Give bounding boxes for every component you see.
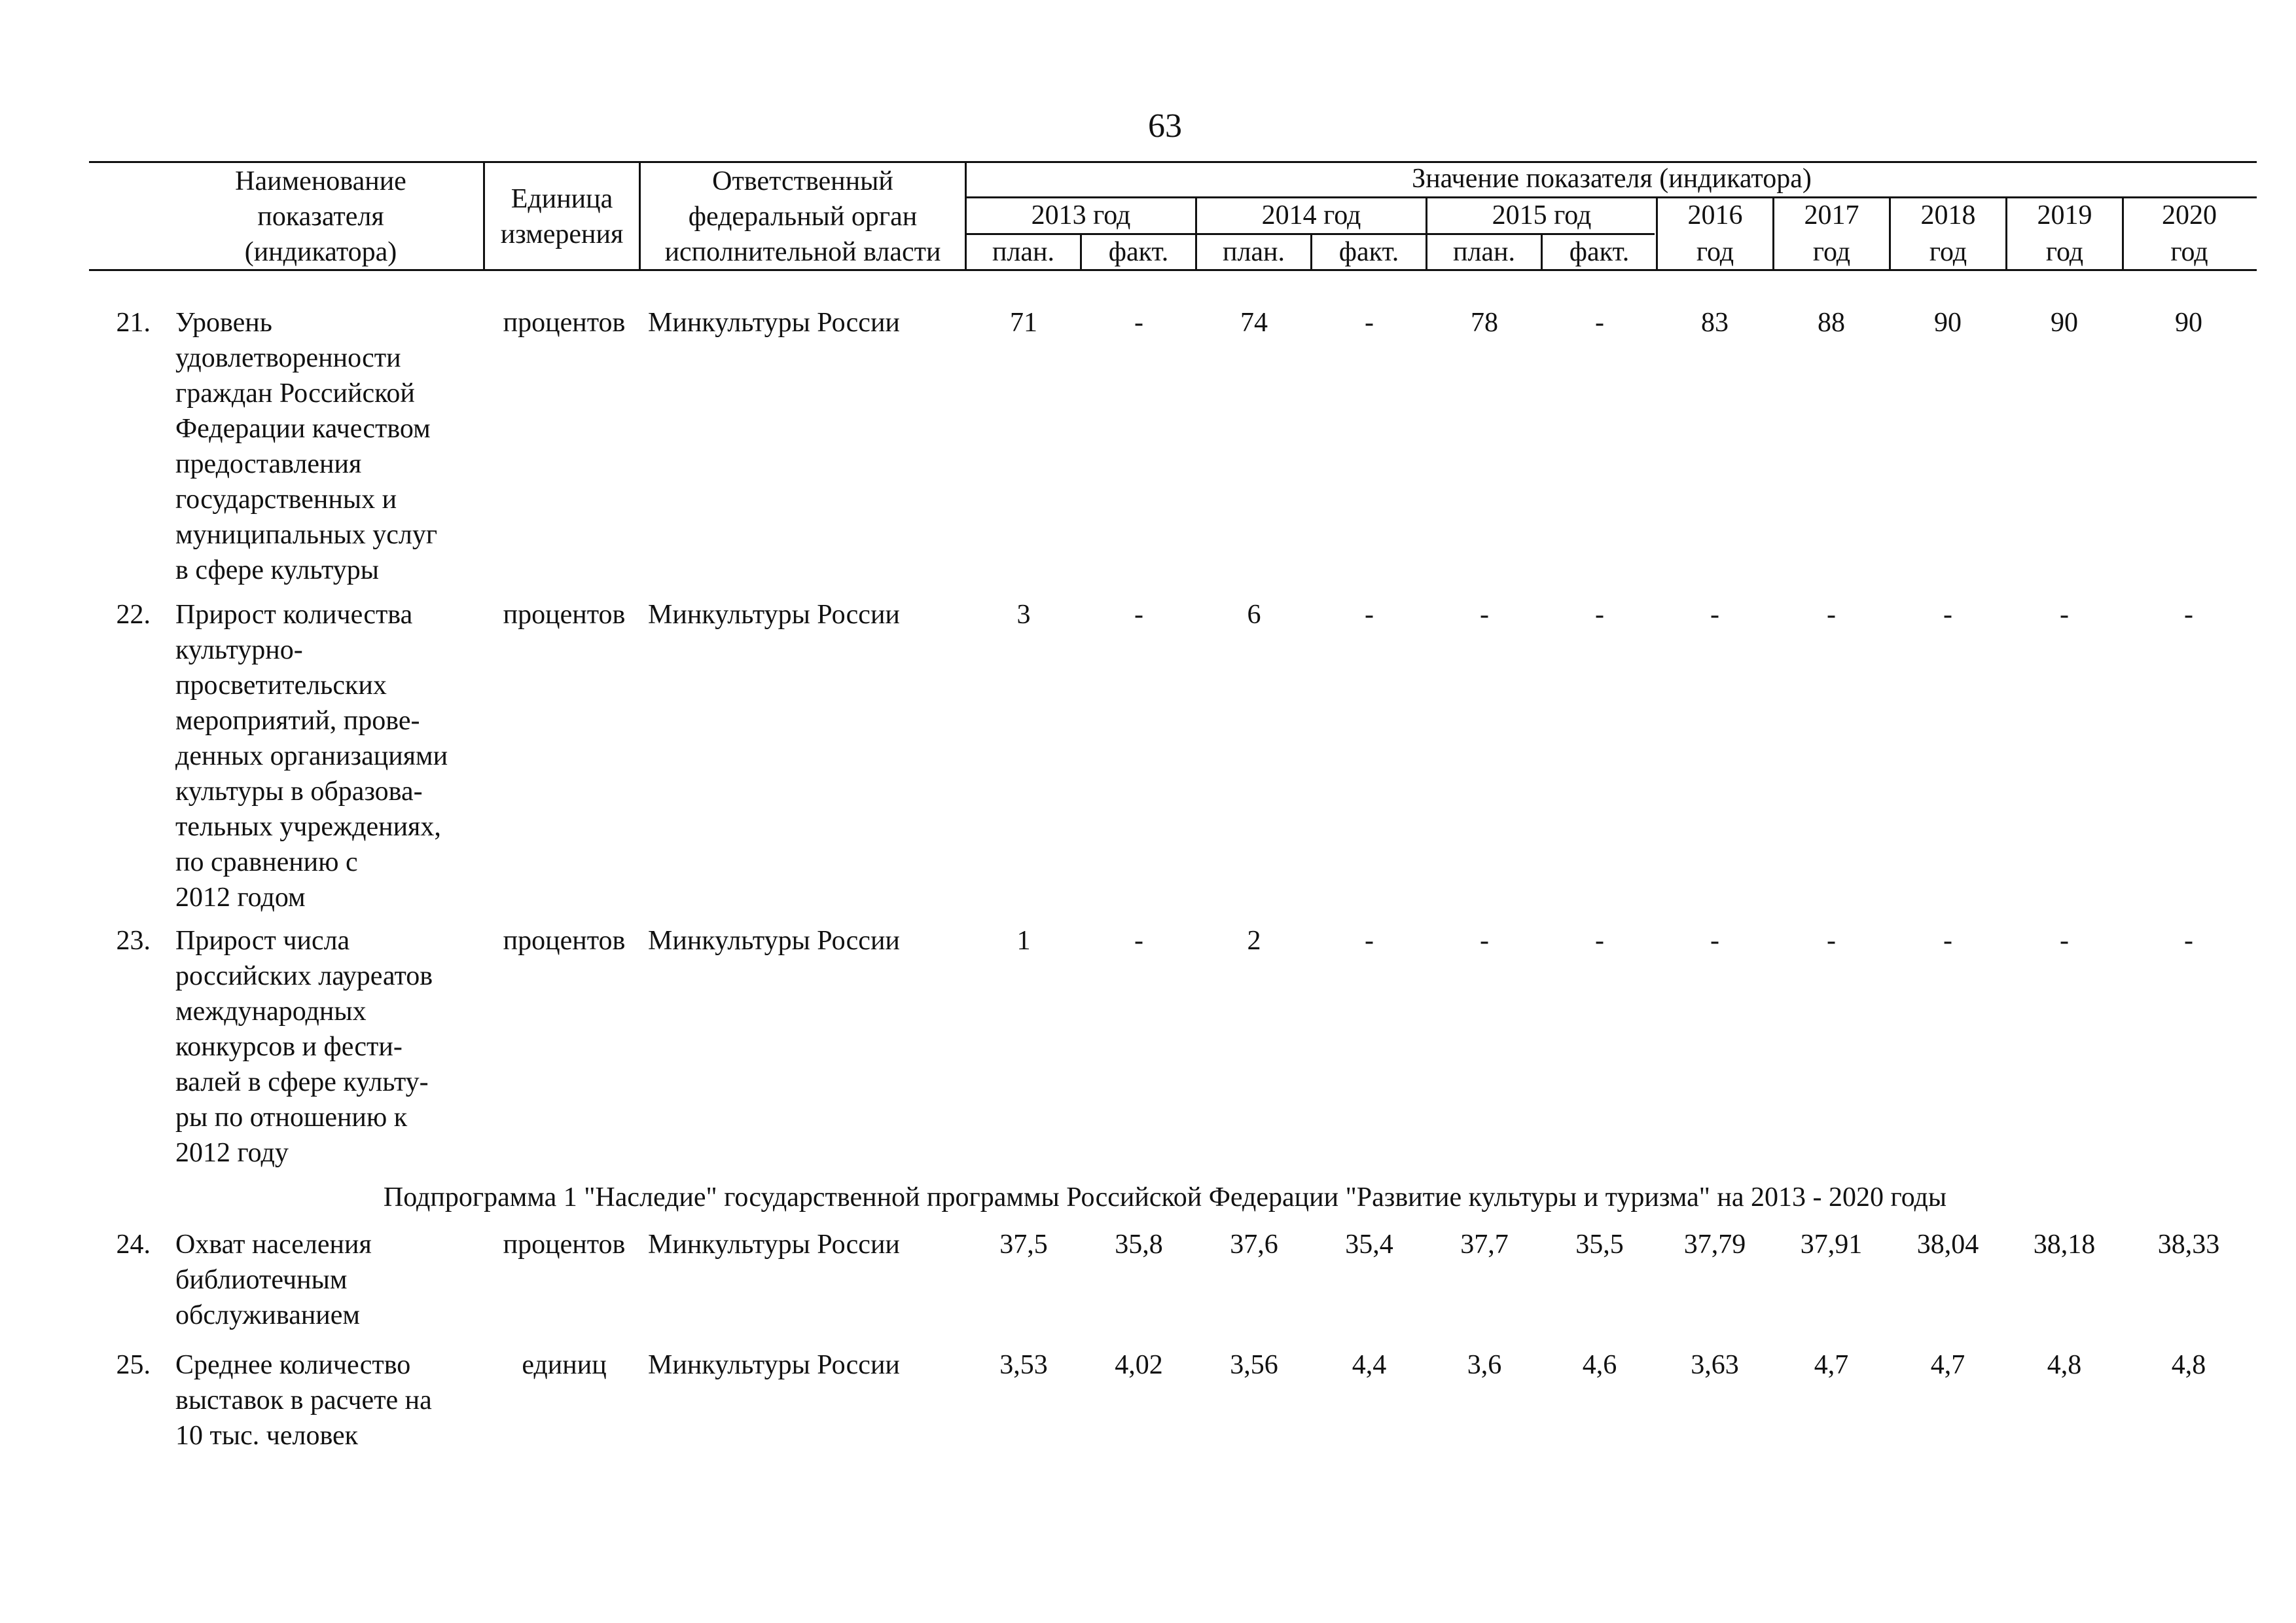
row-number: 25. [116, 1350, 151, 1380]
value-cell: 35,5 [1575, 1230, 1624, 1260]
unit-cell: единиц [522, 1350, 607, 1380]
value-cell: - [1365, 308, 1374, 338]
header-plan: план. [992, 237, 1055, 267]
indicator-name-line: международных [175, 996, 367, 1027]
unit-cell: процентов [503, 308, 626, 338]
value-cell: 38,18 [2033, 1230, 2096, 1260]
value-cell: - [1134, 926, 1143, 956]
header-year-2020: 2020 [2162, 200, 2217, 230]
indicator-name-line: удовлетворенности [175, 343, 401, 373]
indicator-name-line: Уровень [175, 308, 272, 338]
value-cell: 37,7 [1460, 1230, 1509, 1260]
agency-cell: Минкультуры России [648, 1230, 900, 1260]
value-cell: 37,79 [1683, 1230, 1746, 1260]
header-value-group: Значение показателя (индикатора) [1412, 164, 1812, 194]
value-cell: - [1595, 926, 1604, 956]
indicator-name [175, 597, 483, 915]
header-name-line-2: показателя [257, 202, 384, 232]
value-cell: - [2184, 926, 2193, 956]
indicator-name-line: конкурсов и фести- [175, 1032, 403, 1062]
value-cell: 74 [1240, 308, 1268, 338]
value-cell: - [1827, 926, 1836, 956]
value-cell: - [1710, 926, 1719, 956]
indicator-name-line: в сфере культуры [175, 555, 379, 585]
header-god: год [1812, 237, 1851, 267]
value-cell: - [1710, 600, 1719, 630]
indicator-name-line: выставок в расчете на [175, 1385, 432, 1415]
header-year-2013: 2013 год [1031, 200, 1131, 230]
header-god: год [2170, 237, 2208, 267]
value-cell: - [1365, 926, 1374, 956]
header-fact: факт. [1569, 237, 1630, 267]
agency-cell: Минкультуры России [648, 308, 900, 338]
indicator-name-line: культуры в образова- [175, 776, 423, 807]
value-cell: 37,91 [1800, 1230, 1863, 1260]
value-cell: - [1943, 926, 1952, 956]
unit-cell: процентов [503, 926, 626, 956]
subprogram-title: Подпрограмма 1 "Наследие" государственной программы Российской Федерации "Развитие культуры и туризма" на 2013 - 2020 годы [383, 1182, 1947, 1213]
row-number: 21. [116, 308, 151, 338]
agency-cell: Минкультуры России [648, 926, 900, 956]
value-cell: 3 [1016, 600, 1031, 630]
page-number: 63 [1148, 107, 1182, 145]
value-cell: 4,7 [1930, 1350, 1965, 1380]
header-god: год [1696, 237, 1734, 267]
value-cell: 37,5 [999, 1230, 1048, 1260]
header-year-2019: 2019 [2037, 200, 2092, 230]
indicator-name-line: тельных учреждениях, [175, 812, 441, 842]
value-cell: 2 [1247, 926, 1261, 956]
value-cell: - [1827, 600, 1836, 630]
value-cell: - [1134, 308, 1143, 338]
value-cell: 3,63 [1691, 1350, 1739, 1380]
value-cell: 3,53 [999, 1350, 1048, 1380]
value-cell: 4,4 [1352, 1350, 1387, 1380]
indicator-name-line: предоставления [175, 449, 362, 479]
row-number: 23. [116, 926, 151, 956]
header-god: год [1929, 237, 1967, 267]
value-cell: 90 [1934, 308, 1962, 338]
indicator-name-line: Среднее количество [175, 1350, 411, 1380]
value-cell: - [1365, 600, 1374, 630]
value-cell: - [1943, 600, 1952, 630]
value-cell: 38,33 [2157, 1230, 2220, 1260]
indicator-name-line: по сравнению с [175, 847, 358, 877]
agency-cell: Минкультуры России [648, 600, 900, 630]
value-cell: - [1480, 926, 1489, 956]
value-cell: - [1595, 308, 1604, 338]
indicator-name-line: просветительских [175, 670, 387, 701]
value-cell: - [2060, 926, 2069, 956]
indicator-name-line: 2012 году [175, 1138, 289, 1168]
indicator-name-line: денных организациями [175, 741, 448, 771]
indicator-name-line: Прирост количества [175, 600, 413, 630]
header-year-2016: 2016 [1687, 200, 1743, 230]
value-cell: 4,6 [1582, 1350, 1617, 1380]
indicator-name-line: ры по отношению к [175, 1103, 408, 1133]
header-name-line-3: (индикатора) [244, 237, 397, 267]
value-cell: - [2060, 600, 2069, 630]
indicator-name-line: библиотечным [175, 1265, 348, 1295]
unit-cell: процентов [503, 600, 626, 630]
indicator-name-line: культурно- [175, 635, 303, 665]
value-cell: 71 [1010, 308, 1037, 338]
row-number: 24. [116, 1230, 151, 1260]
header-agency-line-2: федеральный орган [688, 202, 918, 232]
header-plan: план. [1222, 237, 1285, 267]
value-cell: - [1480, 600, 1489, 630]
header-unit-line-1: Единица [511, 184, 613, 214]
indicator-name-line: граждан Российской [175, 378, 415, 409]
value-cell: 88 [1818, 308, 1845, 338]
indicator-name-line: 2012 годом [175, 883, 306, 913]
header-year-2015: 2015 год [1492, 200, 1592, 230]
indicator-name-line: Федерации качеством [175, 414, 431, 444]
header-unit-line-2: измерения [500, 219, 624, 249]
value-cell: 3,6 [1467, 1350, 1502, 1380]
header-fact: факт. [1338, 237, 1399, 267]
header-year-2014: 2014 год [1261, 200, 1361, 230]
indicator-name-line: Охват населения [175, 1230, 372, 1260]
header-god: год [2045, 237, 2084, 267]
indicator-name [175, 305, 483, 588]
value-cell: 35,8 [1115, 1230, 1163, 1260]
value-cell: 4,7 [1814, 1350, 1849, 1380]
value-cell: 90 [2175, 308, 2202, 338]
header-name-line-1: Наименование [235, 166, 406, 196]
value-cell: 83 [1701, 308, 1729, 338]
indicator-name [175, 923, 483, 1171]
unit-cell: процентов [503, 1230, 626, 1260]
indicator-name-line: российских лауреатов [175, 961, 433, 991]
indicator-name [175, 1227, 483, 1333]
header-year-2017: 2017 [1804, 200, 1859, 230]
value-cell: 37,6 [1230, 1230, 1278, 1260]
indicator-name-line: государственных и [175, 484, 397, 515]
value-cell: - [1134, 600, 1143, 630]
header-plan: план. [1452, 237, 1516, 267]
indicator-name [175, 1347, 483, 1453]
indicator-name-line: обслуживанием [175, 1300, 361, 1330]
header-year-2018: 2018 [1920, 200, 1976, 230]
row-number: 22. [116, 600, 151, 630]
value-cell: 4,02 [1115, 1350, 1163, 1380]
value-cell: 4,8 [2171, 1350, 2206, 1380]
value-cell: 1 [1016, 926, 1031, 956]
value-cell: 35,4 [1345, 1230, 1393, 1260]
indicator-name-line: 10 тыс. человек [175, 1421, 359, 1451]
header-fact: факт. [1108, 237, 1169, 267]
indicator-name-line: муниципальных услуг [175, 520, 438, 550]
value-cell: 4,8 [2047, 1350, 2082, 1380]
value-cell: 3,56 [1230, 1350, 1278, 1380]
header-agency-line-1: Ответственный [712, 166, 893, 196]
agency-cell: Минкультуры России [648, 1350, 900, 1380]
value-cell: 38,04 [1916, 1230, 1979, 1260]
indicator-name-line: Прирост числа [175, 926, 350, 956]
indicator-name-line: валей в сфере культу- [175, 1067, 429, 1097]
value-cell: 90 [2051, 308, 2078, 338]
indicator-name-line: мероприятий, прове- [175, 706, 420, 736]
value-cell: - [2184, 600, 2193, 630]
value-cell: - [1595, 600, 1604, 630]
value-cell: 78 [1471, 308, 1498, 338]
header-agency-line-3: исполнительной власти [664, 237, 941, 267]
value-cell: 6 [1247, 600, 1261, 630]
